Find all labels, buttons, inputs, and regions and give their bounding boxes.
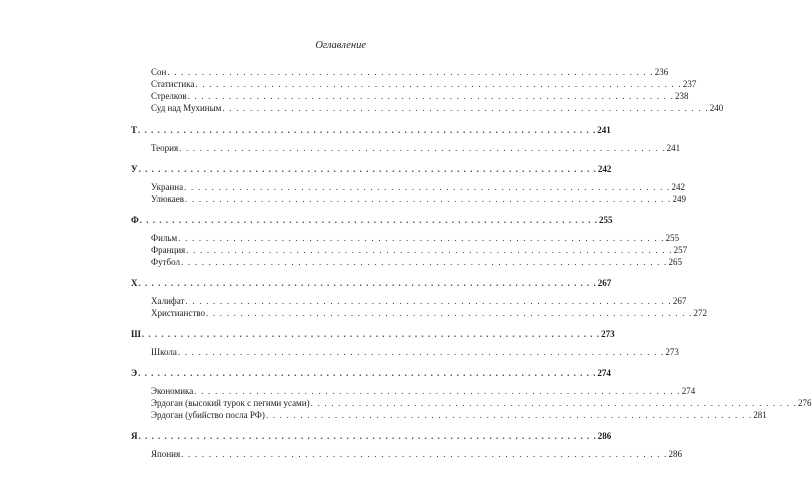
running-head: Оглавление	[315, 40, 366, 51]
toc-entry-row	[131, 256, 682, 268]
toc-label: Япония	[151, 449, 181, 459]
toc-section-row	[131, 277, 612, 289]
toc-page-number: 286	[597, 431, 612, 441]
toc-label: Экономика	[151, 386, 194, 396]
leader-dots: . . . . . . . . . . . . . . . . . . . . . . . . . . . . . . . . . . . . . . . . . . . . . . . . . . . . . . . . . . . . . . . . . . . . . . .	[194, 386, 681, 396]
toc-section-row	[131, 430, 612, 442]
toc-label: Теория	[151, 143, 179, 153]
toc-page-number: 286	[668, 449, 683, 459]
toc-entry-row	[131, 78, 697, 90]
toc-label: Фильм	[151, 233, 178, 243]
leader-dots: . . . . . . . . . . . . . . . . . . . . . . . . . . . . . . . . . . . . . . . . . . . . . . . . . . . . . . . . . . . . . . . . . . . . . . .	[138, 368, 597, 378]
leader-dots: . . . . . . . . . . . . . . . . . . . . . . . . . . . . . . . . . . . . . . . . . . . . . . . . . . . . . . . . . . . . . . . . . . . . . . .	[187, 91, 675, 101]
toc-page-number: 241	[666, 143, 681, 153]
toc-label: Халифат	[151, 296, 185, 306]
leader-dots: . . . . . . . . . . . . . . . . . . . . . . . . . . . . . . . . . . . . . . . . . . . . . . . . . . . . . . . . . . . . . . . . . . . . . . .	[206, 308, 693, 318]
toc-label: Франция	[151, 245, 186, 255]
toc-label: Эрдоган (убийство посла РФ)	[151, 410, 265, 420]
toc-entry-row	[131, 102, 724, 114]
toc-label: Статистика	[151, 79, 195, 89]
leader-dots: . . . . . . . . . . . . . . . . . . . . . . . . . . . . . . . . . . . . . . . . . . . . . . . . . . . . . . . . . . . . . . . . . . . . . . .	[195, 79, 682, 89]
toc-label: Стрелков	[151, 91, 187, 101]
leader-dots: . . . . . . . . . . . . . . . . . . . . . . . . . . . . . . . . . . . . . . . . . . . . . . . . . . . . . . . . . . . . . . . . . . . . . . .	[179, 143, 666, 153]
toc-page-number: 238	[675, 91, 689, 101]
toc-section-row	[131, 124, 611, 136]
leader-dots: . . . . . . . . . . . . . . . . . . . . . . . . . . . . . . . . . . . . . . . . . . . . . . . . . . . . . . . . . . . . . . . . . . . . . . .	[138, 125, 597, 135]
toc-page-number: 267	[597, 278, 612, 288]
toc-page-number: 240	[709, 103, 724, 113]
toc-entry-row	[131, 346, 679, 358]
leader-dots: . . . . . . . . . . . . . . . . . . . . . . . . . . . . . . . . . . . . . . . . . . . . . . . . . . . . . . . . . . . . . . . . . . . . . . .	[138, 431, 597, 441]
toc-label: У	[131, 164, 138, 174]
toc-page-number: 267	[672, 296, 687, 306]
leader-dots: . . . . . . . . . . . . . . . . . . . . . . . . . . . . . . . . . . . . . . . . . . . . . . . . . . . . . . . . . . . . . . . . . . . . . . .	[177, 347, 665, 357]
leader-dots: . . . . . . . . . . . . . . . . . . . . . . . . . . . . . . . . . . . . . . . . . . . . . . . . . . . . . . . . . . . . . . . . . . . . . . .	[139, 215, 598, 225]
leader-dots: . . . . . . . . . . . . . . . . . . . . . . . . . . . . . . . . . . . . . . . . . . . . . . . . . . . . . . . . . . . . . . . . . . . . . . .	[222, 103, 709, 113]
toc-entry-row	[131, 295, 687, 307]
toc-label: Т	[131, 125, 138, 135]
toc-label: Э	[131, 368, 138, 378]
table-of-contents	[131, 66, 812, 460]
leader-dots: . . . . . . . . . . . . . . . . . . . . . . . . . . . . . . . . . . . . . . . . . . . . . . . . . . . . . . . . . . . . . . . . . . . . . . .	[181, 449, 668, 459]
toc-page-number: 242	[671, 182, 686, 192]
leader-dots: . . . . . . . . . . . . . . . . . . . . . . . . . . . . . . . . . . . . . . . . . . . . . . . . . . . . . . . . . . . . . . . . . . . . . . .	[186, 245, 673, 255]
toc-page-number: 265	[668, 257, 682, 267]
toc-label: Улюкаев	[151, 194, 185, 204]
toc-label: Украина	[151, 182, 184, 192]
toc-entry-row	[131, 232, 680, 244]
toc-page-number: 241	[597, 125, 611, 135]
toc-section-row	[131, 214, 613, 226]
toc-label: Ф	[131, 215, 139, 225]
leader-dots: . . . . . . . . . . . . . . . . . . . . . . . . . . . . . . . . . . . . . . . . . . . . . . . . . . . . . . . . . . . . . . . . . . . . . . .	[184, 182, 671, 192]
toc-page-number: 242	[597, 164, 612, 174]
toc-entry-row	[131, 90, 689, 102]
toc-page-number: 236	[654, 67, 669, 77]
toc-entry-row	[131, 448, 683, 460]
toc-section-row	[131, 328, 615, 340]
leader-dots: . . . . . . . . . . . . . . . . . . . . . . . . . . . . . . . . . . . . . . . . . . . . . . . . . . . . . . . . . . . . . . . . . . . . . . .	[310, 398, 798, 408]
toc-entry-row	[131, 142, 681, 154]
toc-page-number: 274	[597, 368, 611, 378]
toc-entry-row	[131, 409, 767, 421]
toc-section-row	[131, 163, 612, 175]
toc-entry-row	[131, 397, 812, 409]
toc-entry-row	[131, 244, 688, 256]
toc-label: Я	[131, 431, 138, 441]
toc-entry-row	[131, 181, 686, 193]
toc-page-number: 276	[798, 398, 812, 408]
toc-page-number: 255	[598, 215, 613, 225]
toc-page-number: 281	[753, 410, 767, 420]
toc-entry-row	[131, 193, 686, 205]
leader-dots: . . . . . . . . . . . . . . . . . . . . . . . . . . . . . . . . . . . . . . . . . . . . . . . . . . . . . . . . . . . . . . . . . . . . . . .	[138, 278, 597, 288]
toc-page-number: 273	[665, 347, 679, 357]
toc-page-number: 274	[681, 386, 696, 396]
leader-dots: . . . . . . . . . . . . . . . . . . . . . . . . . . . . . . . . . . . . . . . . . . . . . . . . . . . . . . . . . . . . . . . . . . . . . . .	[138, 164, 597, 174]
leader-dots: . . . . . . . . . . . . . . . . . . . . . . . . . . . . . . . . . . . . . . . . . . . . . . . . . . . . . . . . . . . . . . . . . . . . . . .	[185, 194, 672, 204]
leader-dots: . . . . . . . . . . . . . . . . . . . . . . . . . . . . . . . . . . . . . . . . . . . . . . . . . . . . . . . . . . . . . . . . . . . . . . .	[265, 410, 753, 420]
leader-dots: . . . . . . . . . . . . . . . . . . . . . . . . . . . . . . . . . . . . . . . . . . . . . . . . . . . . . . . . . . . . . . . . . . . . . . .	[185, 296, 672, 306]
toc-page-number: 273	[601, 329, 615, 339]
toc-page-number: 237	[682, 79, 697, 89]
toc-label: Эрдоган (высокий турок с пегими усами)	[151, 398, 310, 408]
toc-section-row	[131, 367, 611, 379]
toc-entry-row	[131, 307, 707, 319]
toc-label: Христианство	[151, 308, 205, 318]
leader-dots: . . . . . . . . . . . . . . . . . . . . . . . . . . . . . . . . . . . . . . . . . . . . . . . . . . . . . . . . . . . . . . . . . . . . . . .	[181, 257, 668, 267]
toc-page-number: 255	[665, 233, 680, 243]
toc-page-number: 257	[673, 245, 688, 255]
toc-label: Х	[131, 278, 138, 288]
toc-page-number: 272	[693, 308, 707, 318]
leader-dots: . . . . . . . . . . . . . . . . . . . . . . . . . . . . . . . . . . . . . . . . . . . . . . . . . . . . . . . . . . . . . . . . . . . . . . .	[178, 233, 665, 243]
toc-label: Футбол	[151, 257, 180, 267]
toc-label: Ш	[131, 329, 141, 339]
toc-label: Школа	[151, 347, 177, 357]
leader-dots: . . . . . . . . . . . . . . . . . . . . . . . . . . . . . . . . . . . . . . . . . . . . . . . . . . . . . . . . . . . . . . . . . . . . . . .	[167, 67, 654, 77]
leader-dots: . . . . . . . . . . . . . . . . . . . . . . . . . . . . . . . . . . . . . . . . . . . . . . . . . . . . . . . . . . . . . . . . . . . . . . .	[141, 329, 601, 339]
toc-entry-row	[131, 66, 669, 78]
toc-label: Суд над Мухиным	[151, 103, 222, 113]
toc-label: Сон	[151, 67, 167, 77]
toc-entry-row	[131, 385, 696, 397]
toc-page-number: 249	[672, 194, 686, 204]
